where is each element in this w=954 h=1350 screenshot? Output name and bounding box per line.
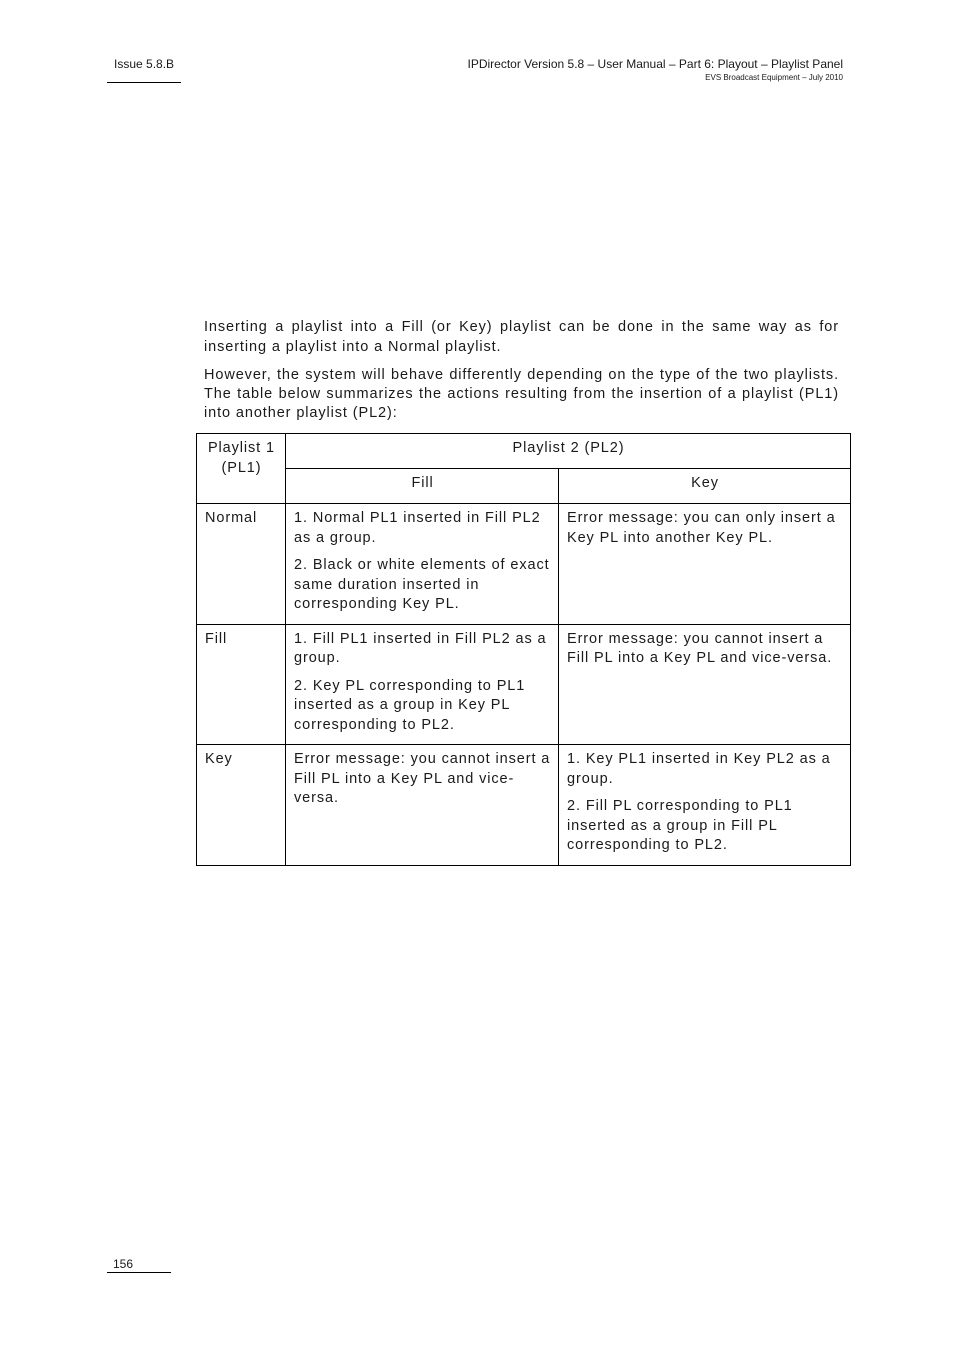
table-row xyxy=(197,745,851,866)
header-playlist-2: Playlist 2 (PL2) xyxy=(286,434,851,469)
table-row xyxy=(197,504,851,625)
header-rule xyxy=(107,82,181,83)
behaviour-paragraph: However, the system will behave differently depending on the type of the two playlists. The table below summarizes the actions resulting from the insertion of a playlist (PL1) into another playlist (PL2): xyxy=(204,367,839,421)
cell-text: Error message: you cannot insert a Fill PL into a Key PL and vice-versa. xyxy=(294,751,551,806)
subheader-key: Key xyxy=(559,469,851,504)
row-label: Fill xyxy=(197,624,286,745)
key-cell xyxy=(559,745,851,866)
cell-text: 1. Fill PL1 inserted in Fill PL2 as a group. xyxy=(294,630,547,666)
manual-title: IPDirector Version 5.8 – User Manual – Part 6: Playout – Playlist Panel xyxy=(467,57,843,71)
row-label: Key xyxy=(197,745,286,866)
issue-label: Issue 5.8.B xyxy=(114,57,175,71)
subheader-fill: Fill xyxy=(286,469,559,504)
cell-text: 1. Normal PL1 inserted in Fill PL2 as a group. xyxy=(294,510,541,546)
key-cell xyxy=(559,504,851,625)
page-number: 156 xyxy=(113,1257,134,1271)
fill-cell xyxy=(286,504,559,625)
cell-text: 2. Key PL corresponding to PL1 inserted as a group in Key PL corresponding to PL2. xyxy=(294,677,526,733)
table-header-row xyxy=(197,434,851,469)
manual-subtitle: EVS Broadcast Equipment – July 2010 xyxy=(705,73,843,82)
fill-cell xyxy=(286,624,559,745)
insertion-actions-table xyxy=(196,433,851,866)
fill-cell xyxy=(286,745,559,866)
cell-text: 2. Fill PL corresponding to PL1 inserted as a group in Fill PL corresponding to PL2. xyxy=(567,798,793,853)
cell-text: 1. Key PL1 inserted in Key PL2 as a group. xyxy=(567,751,831,787)
table-row xyxy=(197,624,851,745)
row-label: Normal xyxy=(197,504,286,625)
table-subheader-row xyxy=(197,469,851,504)
cell-text: 2. Black or white elements of exact same duration inserted in corresponding Key PL. xyxy=(294,557,550,612)
header-playlist-1: Playlist 1 (PL1) xyxy=(197,434,286,504)
key-cell xyxy=(559,624,851,745)
cell-text: Error message: you can only insert a Key PL into another Key PL. xyxy=(567,510,836,546)
footer-rule xyxy=(107,1272,171,1273)
intro-paragraph: Inserting a playlist into a Fill (or Key) playlist can be done in the same way as for inserting a playlist into a Normal playlist. xyxy=(204,319,839,355)
cell-text: Error message: you cannot insert a Fill PL into a Key PL and vice-versa. xyxy=(567,630,833,666)
